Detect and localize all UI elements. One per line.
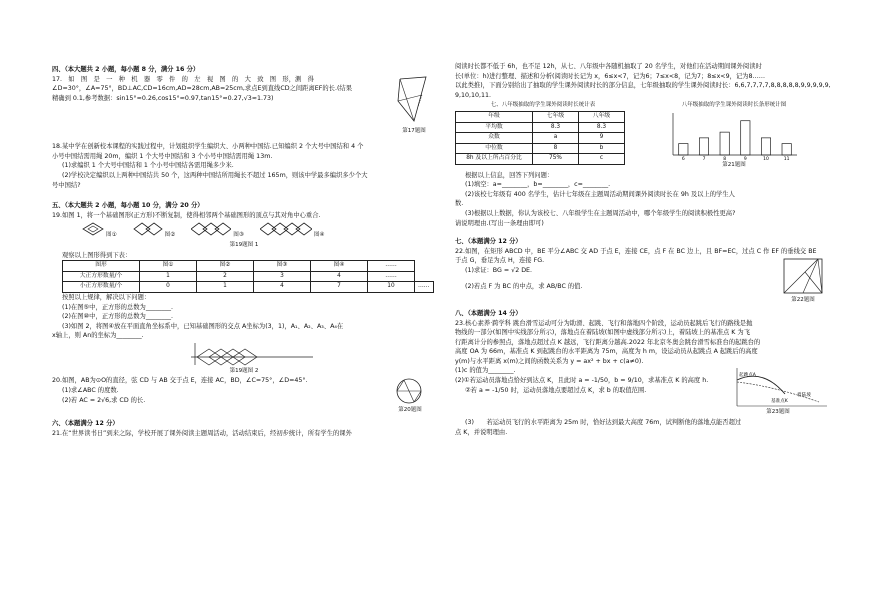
q23-line4: 高度 OA 为 66m，基准点 K 到起跳台的水平距离为 75m，高度为 h m，设运动员从起跳点 A 起跳后的高度 (455, 348, 758, 356)
table-row (456, 122, 625, 133)
fig23-ski-jump (723, 366, 829, 408)
table-cell: 9 (579, 133, 625, 144)
table-cell: c (579, 154, 625, 165)
fig23-label-k: 基准点K (771, 399, 788, 405)
chart21-caption: 第21题图 (722, 161, 746, 168)
q17-line1: 17. 如 图 是 一 种 机 器 零 件 的 左 视 图 的 大 致 图 形，测 得 (52, 75, 314, 83)
table-cell: 图④ (311, 261, 368, 272)
q19-rule: 按照以上规律，解决以下问题： (62, 293, 151, 301)
chart-x-tick-label: 11 (783, 156, 790, 161)
table-cell: …… (415, 282, 434, 293)
fig19-patterns (82, 222, 436, 241)
q20-line1: 20.如图，AB为⊙O的直径，弦 CD 与 AB 交于点 E，连接 AC，BD，∠C=75°，∠D=45°. (52, 377, 308, 385)
table-cell: 众数 (456, 133, 533, 144)
table-cell: 8.3 (579, 122, 625, 133)
table-row (63, 271, 434, 282)
table-cell: 0 (140, 282, 197, 293)
q21-part3b: 请说明理由.(写出一条理由即可) (455, 219, 544, 227)
table-row (63, 261, 434, 272)
table19 (62, 260, 434, 293)
q23-line1: 23.核心素养·跨学科 跳台滑雪运动可分为助滑、起跳、飞行和落地四个阶段，运动员起跳后飞行的路线是抛 (455, 319, 753, 327)
chart-bar (782, 144, 791, 155)
chart-bar (761, 138, 770, 155)
table-cell: 75% (533, 154, 579, 165)
table-cell: 图形 (63, 261, 140, 272)
q17-line2: ∠D=30°，∠A=75°，BD⊥AC,CD=16cm,AD=28cm,AB=25cm,求点E到直线CD之间距离EF的长.(结果 (52, 85, 352, 93)
fig20-circle (392, 376, 426, 406)
table-cell: 图① (140, 261, 197, 272)
table-cell: 图③ (254, 261, 311, 272)
q21-cont-line3: 以此类推)，下面分别给出了抽取的学生课外阅读时长的部分信息，七年级抽取的学生课外阅读时长：6,6,7,7,7,7,8,8,8,8,8,9,9,9,9,9,9,10,10,11. (455, 82, 831, 99)
pattern-label-4: 图④ (313, 232, 325, 239)
q19-observe: 观察以上图形得到下表： (62, 251, 132, 259)
table-cell: 年级 (456, 111, 533, 122)
section-6-title: 六、（本题满分 12 分） (52, 420, 119, 428)
q21-info: 根据以上信息，回答下列问题： (465, 171, 554, 179)
q23-line3: 行距离计分的参照点，落地点超过点 K 越远，飞行距离分越高.2022 年北京冬奥会跳台滑雪标准台的起跳台的 (455, 338, 761, 346)
table-cell: 4 (311, 271, 368, 282)
q22-line1: 22.如图，在矩形 ABCD 中，BE 平分∠ABC 交 AD 于点 E，连接 CE，点 F 在 BC 边上，且 BF=EC，过点 C 作 EF 的垂线交 BE (455, 247, 817, 255)
section-7-title: 七、（本题满分 12 分） (455, 238, 522, 246)
q23-part1: (1)c 的值为________. (455, 367, 516, 375)
table-cell: a (533, 133, 579, 144)
table-cell: 七年级 (533, 111, 579, 122)
chart-x-tick-label: 10 (763, 156, 769, 161)
q21-cont-line2: 长(单位：h)进行整理、描述和分析(阅读时长记为 x，6≤x<7，记为6；7≤x<8，记为7；8≤x<9，记为8…… (455, 72, 766, 80)
q22-line2: 于点 G，垂足为点 H，连接 FG. (455, 257, 545, 265)
table-cell: 平均数 (456, 122, 533, 133)
fig19-1-caption: 第19题图 1 (229, 241, 259, 248)
table-cell: 8h 及以上所占百分比 (456, 154, 533, 165)
table-cell: 8.3 (533, 122, 579, 133)
fig17-caption: 第17题图 (402, 127, 426, 134)
q23-part2b: ②若 a = -1/50 时，运动员落地点要超过点 K，求 b 的取值范围. (465, 386, 647, 394)
pattern-label-3: 图③ (233, 232, 244, 239)
table21 (455, 111, 625, 165)
section-8-title: 八、（本题满分 14 分） (455, 309, 522, 317)
table-cell: 10 (368, 282, 415, 293)
table-row (456, 143, 625, 154)
q18-line5: 号中国结? (52, 181, 81, 189)
table-row (456, 154, 625, 165)
fig23-caption: 第23题图 (766, 409, 790, 416)
fig22-rectangle (781, 256, 825, 296)
pattern-label-1: 图① (106, 232, 117, 239)
table-cell: b (579, 143, 625, 154)
table-cell: 4 (254, 282, 311, 293)
fig20-caption: 第20题图 (398, 407, 422, 414)
q22-part1: (1)求证：BG = √2 DE. (465, 266, 533, 274)
table-row (63, 282, 434, 293)
table-cell: 小正方形数量/个 (63, 282, 140, 293)
q20-part1: (1)求∠ABC 的度数. (62, 387, 119, 395)
q21-line1: 21.在“世界读书日”到来之际，学校开展了课外阅读主题周活动，活动结束后，经初步统计，所有学生的课外 (52, 429, 352, 437)
fig23-label-landing: 着陆坡 (797, 393, 811, 399)
table-row (456, 133, 625, 144)
q23-part3b: 点 K，并说明理由. (455, 428, 508, 436)
chart21-bar-chart (661, 111, 801, 161)
right-column (455, 62, 835, 437)
table-cell: 1 (197, 282, 254, 293)
table-cell: 大正方形数量/个 (63, 271, 140, 282)
q18-line1: 18.某中学在创新校本课程的实践过程中，计划组织学生编织大、小两种中国结.已知编织 2 个大号中国结和 4 个 (52, 143, 364, 151)
q21-part2a: (2)该校七年级有 400 名学生，估计七年级在主题周活动期间课外阅读时长在 9h 及以上的学生人 (465, 190, 735, 198)
chart-x-tick-label: 7 (702, 156, 706, 161)
section-4-title: 四、（本大题共 2 小题，每小题 8 分，满分 16 分） (52, 66, 200, 73)
table-row (456, 111, 625, 122)
table-cell: 3 (254, 271, 311, 282)
q19-part1: (1)在图⑤中，正方形的总数为________. (62, 303, 174, 311)
table-cell: 图② (197, 261, 254, 272)
table-cell: …… (368, 261, 415, 272)
q19-part3b: x轴上，则 An的坐标为________. (52, 332, 144, 340)
q23-line5: y(m)与水平距离 x(m)之间的函数关系为 y = ax² + bx + c(a≠0). (455, 357, 644, 365)
q22-part2: (2)若点 F 为 BC 的中点，求 AB/BC 的值. (465, 282, 583, 290)
table-cell: 中位数 (456, 143, 533, 154)
table21-title: 七、八年级抽取的学生课外阅读时长统计表 (490, 102, 596, 109)
q18-part2: (2)学校决定编织以上两种中国结共 50 个，这两种中国结所用绳长不超过 165m，则该中学最多编织多少个大 (62, 171, 368, 179)
q21-part1: (1)填空：a=________，b=________，c=________. (465, 181, 611, 189)
q19-part3a: (3)如图 2，将图④放在平面直角坐标系中，已知基础图形的交点 A坐标为(3，1)，A₁、A₂、A₃、A₄在 (62, 322, 344, 330)
table-cell: 7 (311, 282, 368, 293)
fig17-machine-part (392, 75, 432, 127)
q23-line2: 物线的一部分(如图中实线部分所示)，落地点在着陆坡(如图中虚线部分所示)上，着陆坡上的基准点 K 为飞 (455, 329, 751, 337)
q19-line1: 19.如图 1，将一个基础图形(正方形)不断复制，使得相邻两个基础图形的顶点与其对角中心重合. (52, 211, 321, 219)
q21-part3a: (3)根据以上数据，你认为该校七、八年级学生在主题周活动中，哪个年级学生的阅读积极性更高? (465, 209, 736, 217)
q18-line2: 小号中国结需用绳 20m，编织 1 个大号中国结和 3 个小号中国结需用绳 13m. (52, 152, 273, 160)
fig19-coordinate-figure (187, 341, 317, 367)
chart-bar (720, 132, 729, 155)
chart-x-tick-label: 6 (681, 156, 685, 161)
chart-bar (741, 121, 750, 155)
fig22-caption: 第22题图 (791, 297, 815, 304)
left-column (52, 62, 436, 438)
chart-x-tick-label: 9 (743, 156, 747, 161)
table-cell: 2 (197, 271, 254, 282)
chart-bar (699, 138, 708, 155)
table-cell: 8 (533, 143, 579, 154)
q23-part3a: (3) 若运动员飞行的水平距离为 25m 时，恰好达到最大高度 76m，试判断他的落地点能否超过 (465, 419, 742, 427)
table-cell: 1 (140, 271, 197, 282)
fig19-2-caption: 第19题图 2 (229, 367, 259, 374)
q21-cont-line1: 阅读时长都不低于 6h，也不足 12h，从七、八年级中各随机抽取了 20 名学生，对他们在活动期间课外阅读时 (455, 63, 762, 70)
fig23-label-takeoff: 起跳点A (739, 373, 756, 379)
q19-part2: (2)在图⑩中，正方形的总数为________. (62, 313, 174, 321)
q21-part2b: 数. (455, 200, 464, 208)
q17-line3: 精确到 0.1,参考数据：sin15°≈0.26,cos15°≈0.97,tan15°≈0.27,√3≈1.73) (52, 94, 274, 102)
pattern-label-2: 图② (164, 232, 176, 239)
q20-part2: (2)若 AC = 2√6,求 CD 的长. (62, 396, 146, 404)
chart-bar (679, 144, 688, 155)
chart-x-tick-label: 8 (723, 156, 727, 161)
q23-part2a: (2)①若运动员落地点恰好到达点 K，且此时 a = -1/50，b = 9/10，求基准点 K 的高度 h. (455, 377, 709, 385)
chart21-title: 八年级抽取的学生课外阅读时长条形统计图 (681, 102, 787, 109)
table-cell: …… (368, 271, 415, 282)
q18-part1: (1)求编织 1 个大号中国结和 1 个小号中国结各需用绳多少米. (62, 162, 234, 170)
table-cell: 八年级 (579, 111, 625, 122)
section-5-title: 五、（本大题共 2 小题，每小题 10 分，满分 20 分） (52, 202, 204, 210)
